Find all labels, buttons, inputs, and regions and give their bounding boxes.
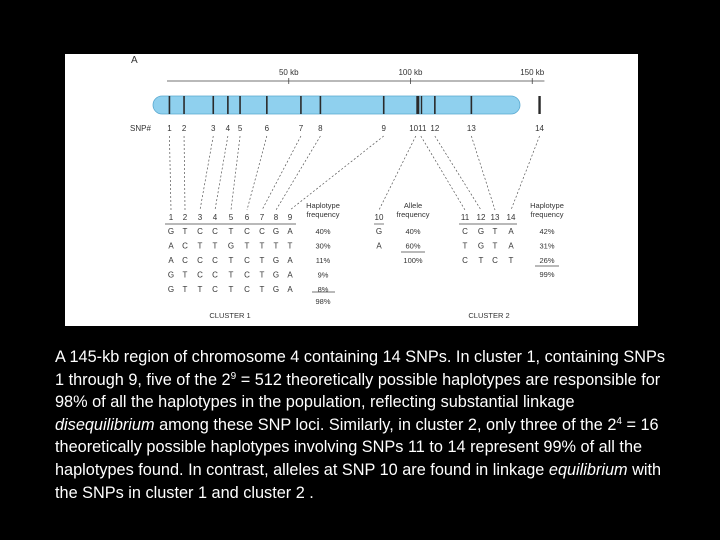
cluster2-haplotype-freq: 31% (539, 241, 555, 251)
cluster2-snp-header: 13 (490, 213, 500, 222)
cluster2-allele: T (462, 241, 468, 251)
cluster1-haplotype-freq: 8% (317, 285, 329, 294)
cluster1-snp-header: 5 (228, 213, 234, 222)
cluster1-allele: C (197, 270, 203, 280)
cluster1-name: CLUSTER 1 (209, 311, 251, 320)
cluster1-allele: C (182, 241, 188, 251)
snp-label: 1011 (409, 124, 427, 133)
snp-connector (276, 136, 320, 210)
snp-label: 14 (535, 124, 545, 133)
cluster1-snp-header: 9 (287, 213, 293, 222)
cluster1-allele: T (259, 270, 265, 280)
cluster1-allele: T (182, 270, 188, 280)
scale-tick-label: 50 kb (278, 68, 299, 77)
cluster1-allele: C (212, 227, 218, 236)
cluster1-haplotype-freq: 9% (317, 270, 329, 280)
cluster1-allele: C (244, 227, 250, 236)
snp10-allele-freq: 60% (405, 241, 421, 251)
cluster1-allele: G (272, 227, 280, 236)
cluster1-allele: C (182, 256, 188, 265)
cluster1-allele: C (244, 285, 250, 294)
snp-connector (511, 136, 540, 210)
cluster1-allele: A (287, 256, 293, 265)
snp-connector (215, 136, 228, 210)
snp-label: 12 (430, 124, 440, 133)
cluster2-name: CLUSTER 2 (468, 311, 510, 320)
cluster1-allele: C (212, 256, 218, 265)
snp-label: 1 (167, 124, 172, 133)
snp-band (266, 96, 268, 114)
snp-label: 5 (237, 124, 243, 133)
cluster2-haplotype-freq: 26% (539, 256, 555, 265)
snp-label: 2 (181, 124, 187, 133)
snp10-total-freq: 100% (403, 256, 423, 265)
snp10-table (374, 201, 430, 265)
figure-panel (65, 54, 638, 326)
freq-header-line: Haplotype (530, 201, 564, 210)
snp-label: 8 (318, 124, 323, 133)
cluster1-allele: G (167, 270, 175, 280)
cluster2-table (459, 201, 564, 320)
caption-text-3: among these SNP loci. Similarly, in cluster 2, only three of the 2 (154, 415, 617, 434)
snp-connector (247, 136, 267, 210)
cluster1-haplotype-freq: 40% (315, 227, 331, 236)
caption-text-2: = 512 theoretically possible haplotypes are responsible for 98% of all the haplotypes in the population, reflecting substantial linkage (55, 370, 661, 412)
cluster1-allele: C (259, 227, 265, 236)
snp-label: 9 (381, 124, 386, 133)
snp-label: 13 (466, 124, 476, 133)
snp10-allele: A (376, 241, 382, 251)
freq-header-line: Haplotype (306, 201, 340, 210)
cluster2-allele: C (462, 256, 468, 265)
snp-band (239, 96, 241, 114)
snp-connector (435, 136, 481, 210)
snp-connector (471, 136, 495, 210)
snp-band (471, 96, 473, 114)
cluster2-snp-header: 12 (476, 213, 486, 222)
panel-label: A (131, 55, 138, 66)
snp-band (183, 96, 185, 114)
cluster1-allele: T (273, 241, 279, 251)
cluster1-allele: T (182, 285, 188, 294)
cluster1-snp-header: 3 (197, 213, 203, 222)
snp10-header: 10 (374, 213, 384, 222)
cluster2-allele: G (477, 241, 485, 251)
cluster1-allele: T (228, 256, 234, 265)
cluster1-allele: T (228, 270, 234, 280)
cluster1-allele: G (167, 227, 175, 236)
snp-connector (184, 136, 185, 210)
snp-label: 4 (225, 124, 231, 133)
cluster1-allele: A (287, 270, 293, 280)
cluster2-allele: T (492, 241, 498, 251)
caption-emphasis-equilibrium: equilibrium (548, 460, 628, 479)
snp-connector (200, 136, 213, 210)
cluster1-snp-header: 6 (244, 213, 250, 222)
snp-connector (169, 136, 171, 210)
cluster2-snp-header: 11 (460, 213, 470, 222)
freq-header-line: frequency (530, 210, 564, 219)
cluster1-snp-header: 4 (212, 213, 218, 222)
cluster1-allele: A (168, 241, 174, 251)
cluster2-allele: C (462, 227, 468, 236)
snp-band (434, 96, 436, 114)
cluster1-allele: A (287, 227, 293, 236)
snp-band (416, 96, 419, 114)
snp-label: 6 (264, 124, 270, 133)
cluster2-allele: A (508, 241, 514, 251)
cluster1-allele: C (212, 270, 218, 280)
cluster1-allele: G (272, 256, 280, 265)
caption-text-1: A 145-kb region of chromosome 4 containing 14 SNPs. In cluster 1, containing SNPs 1 through 9, five of the 2 (55, 348, 665, 389)
cluster1-haplotype-freq: 11% (315, 256, 331, 265)
cluster1-snp-header: 1 (168, 213, 174, 222)
cluster1-allele: C (244, 270, 250, 280)
cluster1-allele: T (212, 241, 218, 251)
snp-band (169, 96, 171, 114)
cluster2-allele: T (492, 227, 498, 236)
cluster1-allele: T (259, 285, 265, 294)
cluster2-haplotype-freq: 42% (539, 227, 555, 236)
cluster1-allele: T (197, 241, 203, 251)
caption-exponent-4: 4 (616, 415, 622, 427)
snp10-allele: G (375, 227, 383, 236)
cluster1-allele: T (197, 285, 203, 294)
cluster1-table (165, 201, 340, 320)
cluster1-allele: T (182, 227, 188, 236)
haplotype-diagram (65, 54, 638, 326)
caption-emphasis-disequilibrium: disequilibrium (55, 415, 155, 434)
snp-band (300, 96, 302, 114)
snp-connector (231, 136, 240, 210)
cluster2-allele: G (477, 227, 485, 236)
cluster1-allele: C (244, 256, 250, 265)
cluster1-haplotype-freq: 30% (315, 241, 331, 251)
cluster1-allele: T (259, 256, 265, 265)
scale-tick-label: 150 kb (520, 68, 545, 77)
chromosome-bar (153, 96, 520, 114)
cluster2-allele: T (478, 256, 484, 265)
scale-tick-label: 100 kb (398, 68, 423, 77)
cluster1-allele: C (197, 256, 203, 265)
cluster1-allele: A (287, 285, 293, 294)
snp-connector (379, 136, 416, 210)
snp-band (212, 96, 214, 114)
snp-band (320, 96, 322, 114)
freq-header-line: frequency (306, 210, 340, 219)
cluster1-allele: T (244, 241, 250, 251)
snp-connector (262, 136, 301, 210)
snp-label: 7 (298, 124, 304, 133)
cluster2-allele: T (508, 256, 514, 265)
cluster1-snp-header: 2 (182, 213, 188, 222)
cluster1-allele: G (272, 285, 280, 294)
figure-caption (55, 346, 675, 504)
cluster1-allele: T (228, 285, 234, 294)
snp10-allele-freq: 40% (405, 227, 421, 236)
caption-exponent-9: 9 (230, 370, 237, 382)
cluster1-allele: C (212, 285, 218, 294)
cluster1-allele: T (287, 241, 293, 251)
cluster2-allele: C (492, 256, 498, 265)
cluster1-total-freq: 98% (315, 297, 331, 306)
caption-text-5: with the SNPs in cluster 1 and cluster 2 . (55, 460, 662, 502)
snp-band (383, 96, 385, 114)
caption-text-4: = 16 theoretically possible haplotypes involving SNPs 11 to 14 represent 99% of all the haplotypes found. In contrast, alleles at SNP 10 are found in linkage (55, 415, 659, 479)
snp-band (227, 96, 229, 114)
snp-axis-label: SNP# (130, 124, 151, 133)
snp-band (421, 96, 422, 114)
cluster2-total-freq: 99% (539, 270, 555, 279)
cluster1-snp-header: 8 (273, 213, 279, 222)
snp-connector (290, 136, 384, 210)
cluster1-allele: G (167, 285, 175, 294)
snp-connector-lines (169, 136, 539, 210)
snp-label: 3 (211, 124, 216, 133)
cluster1-snp-header: 7 (259, 213, 265, 222)
cluster1-allele: G (227, 241, 235, 251)
snp-label-row (167, 124, 544, 133)
freq-header-line: Allele (403, 201, 423, 210)
freq-header-line: frequency (396, 210, 430, 219)
cluster2-snp-header: 14 (506, 213, 516, 222)
cluster1-allele: G (272, 270, 280, 280)
cluster1-allele: A (168, 256, 174, 265)
cluster1-allele: T (228, 227, 234, 236)
cluster1-allele: C (197, 227, 203, 236)
snp-band (538, 96, 540, 114)
cluster2-allele: A (508, 227, 514, 236)
snp-connector (421, 136, 465, 210)
kb-scale (167, 68, 545, 84)
cluster1-allele: T (259, 241, 265, 251)
